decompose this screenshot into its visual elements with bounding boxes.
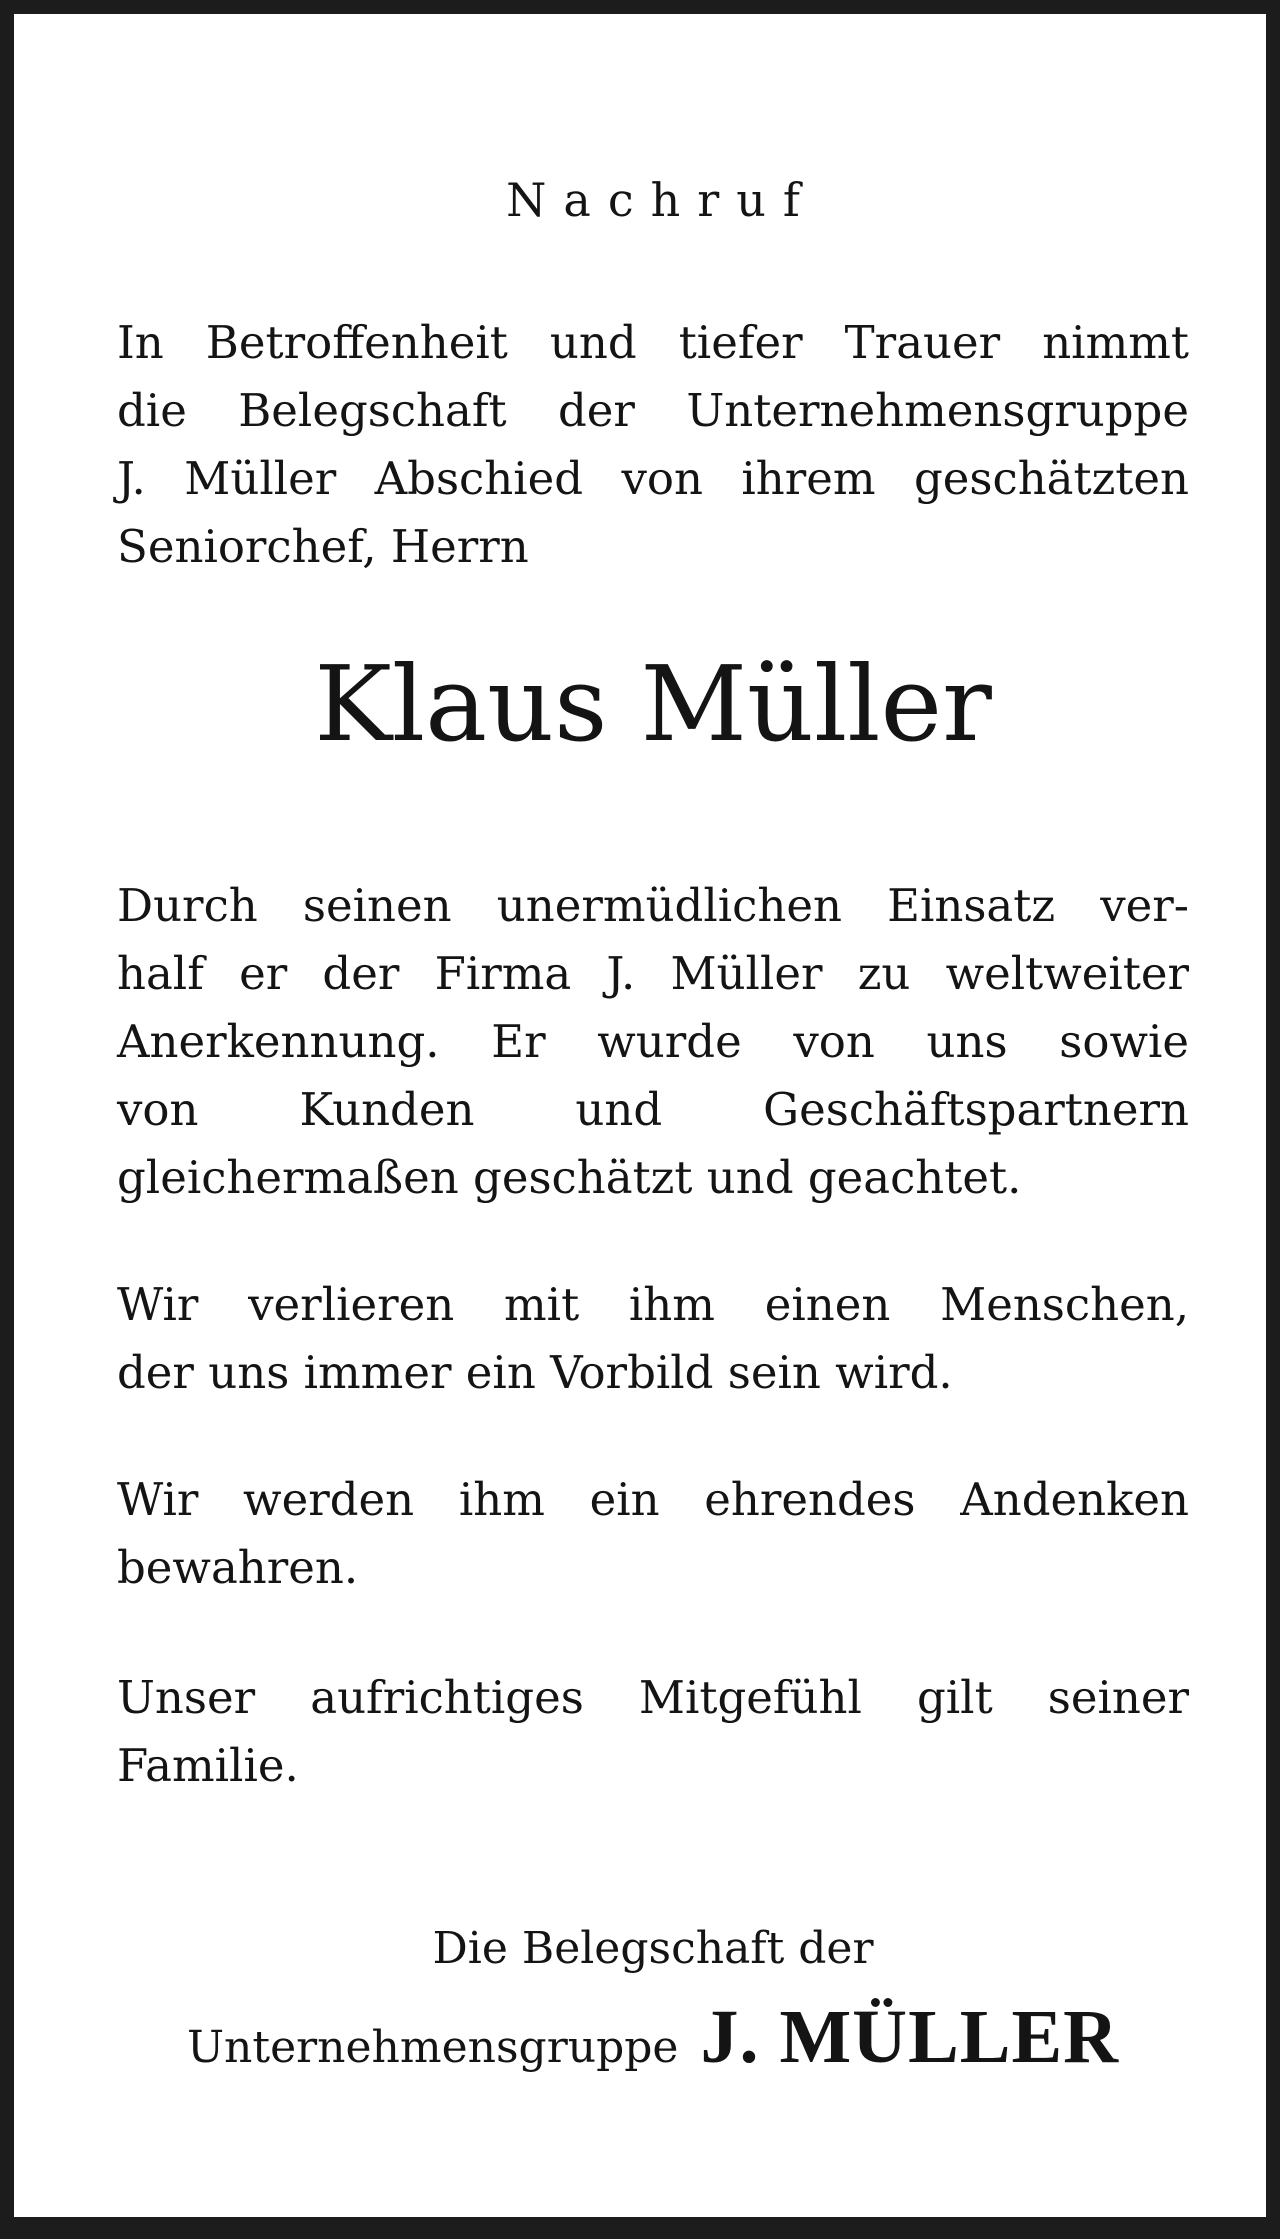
signature-line: Die Belegschaft der <box>432 1923 874 1974</box>
paragraph-four <box>117 1664 1189 1800</box>
company-brand: J. MÜLLER <box>700 1995 1120 2079</box>
paragraph-two-line: Wir verlieren mit ihm einen Menschen, <box>117 1278 1189 1331</box>
intro-line: In Betroffenheit und tiefer Trauer nimmt <box>117 316 1189 369</box>
paragraph-four-line: Unser aufrichtiges Mitgefühl gilt seiner <box>117 1671 1189 1724</box>
body-line: gleichermaßen geschätzt und geachtet. <box>117 1151 1022 1204</box>
body-line: Durch seinen unermüdlichen Einsatz ver- <box>117 879 1189 932</box>
paragraph-three-line: bewahren. <box>117 1541 359 1594</box>
deceased-name: Klaus Müller <box>314 643 992 765</box>
paragraph-two-line: der uns immer ein Vorbild sein wird. <box>117 1346 953 1399</box>
obituary-heading: Nachruf <box>506 173 817 227</box>
intro-line: die Belegschaft der Unternehmensgruppe <box>117 384 1189 437</box>
signature-group: Unternehmensgruppe <box>186 2022 679 2073</box>
paragraph-four-line: Familie. <box>117 1739 299 1792</box>
signature-company <box>117 1994 1189 2081</box>
body-paragraph <box>117 872 1189 1212</box>
intro-paragraph <box>117 309 1189 581</box>
paragraph-two <box>117 1271 1189 1407</box>
body-line: half er der Firma J. Müller zu weltweiter <box>117 947 1189 1000</box>
intro-line: J. Müller Abschied von ihrem geschätzten <box>117 452 1189 505</box>
intro-line: Seniorchef, Herrn <box>117 520 529 573</box>
body-line: von Kunden und Geschäftspartnern <box>117 1083 1189 1136</box>
paragraph-three <box>117 1466 1189 1602</box>
paragraph-three-line: Wir werden ihm ein ehrendes Andenken <box>117 1473 1189 1526</box>
body-line: Anerkennung. Er wurde von uns sowie <box>117 1015 1189 1068</box>
